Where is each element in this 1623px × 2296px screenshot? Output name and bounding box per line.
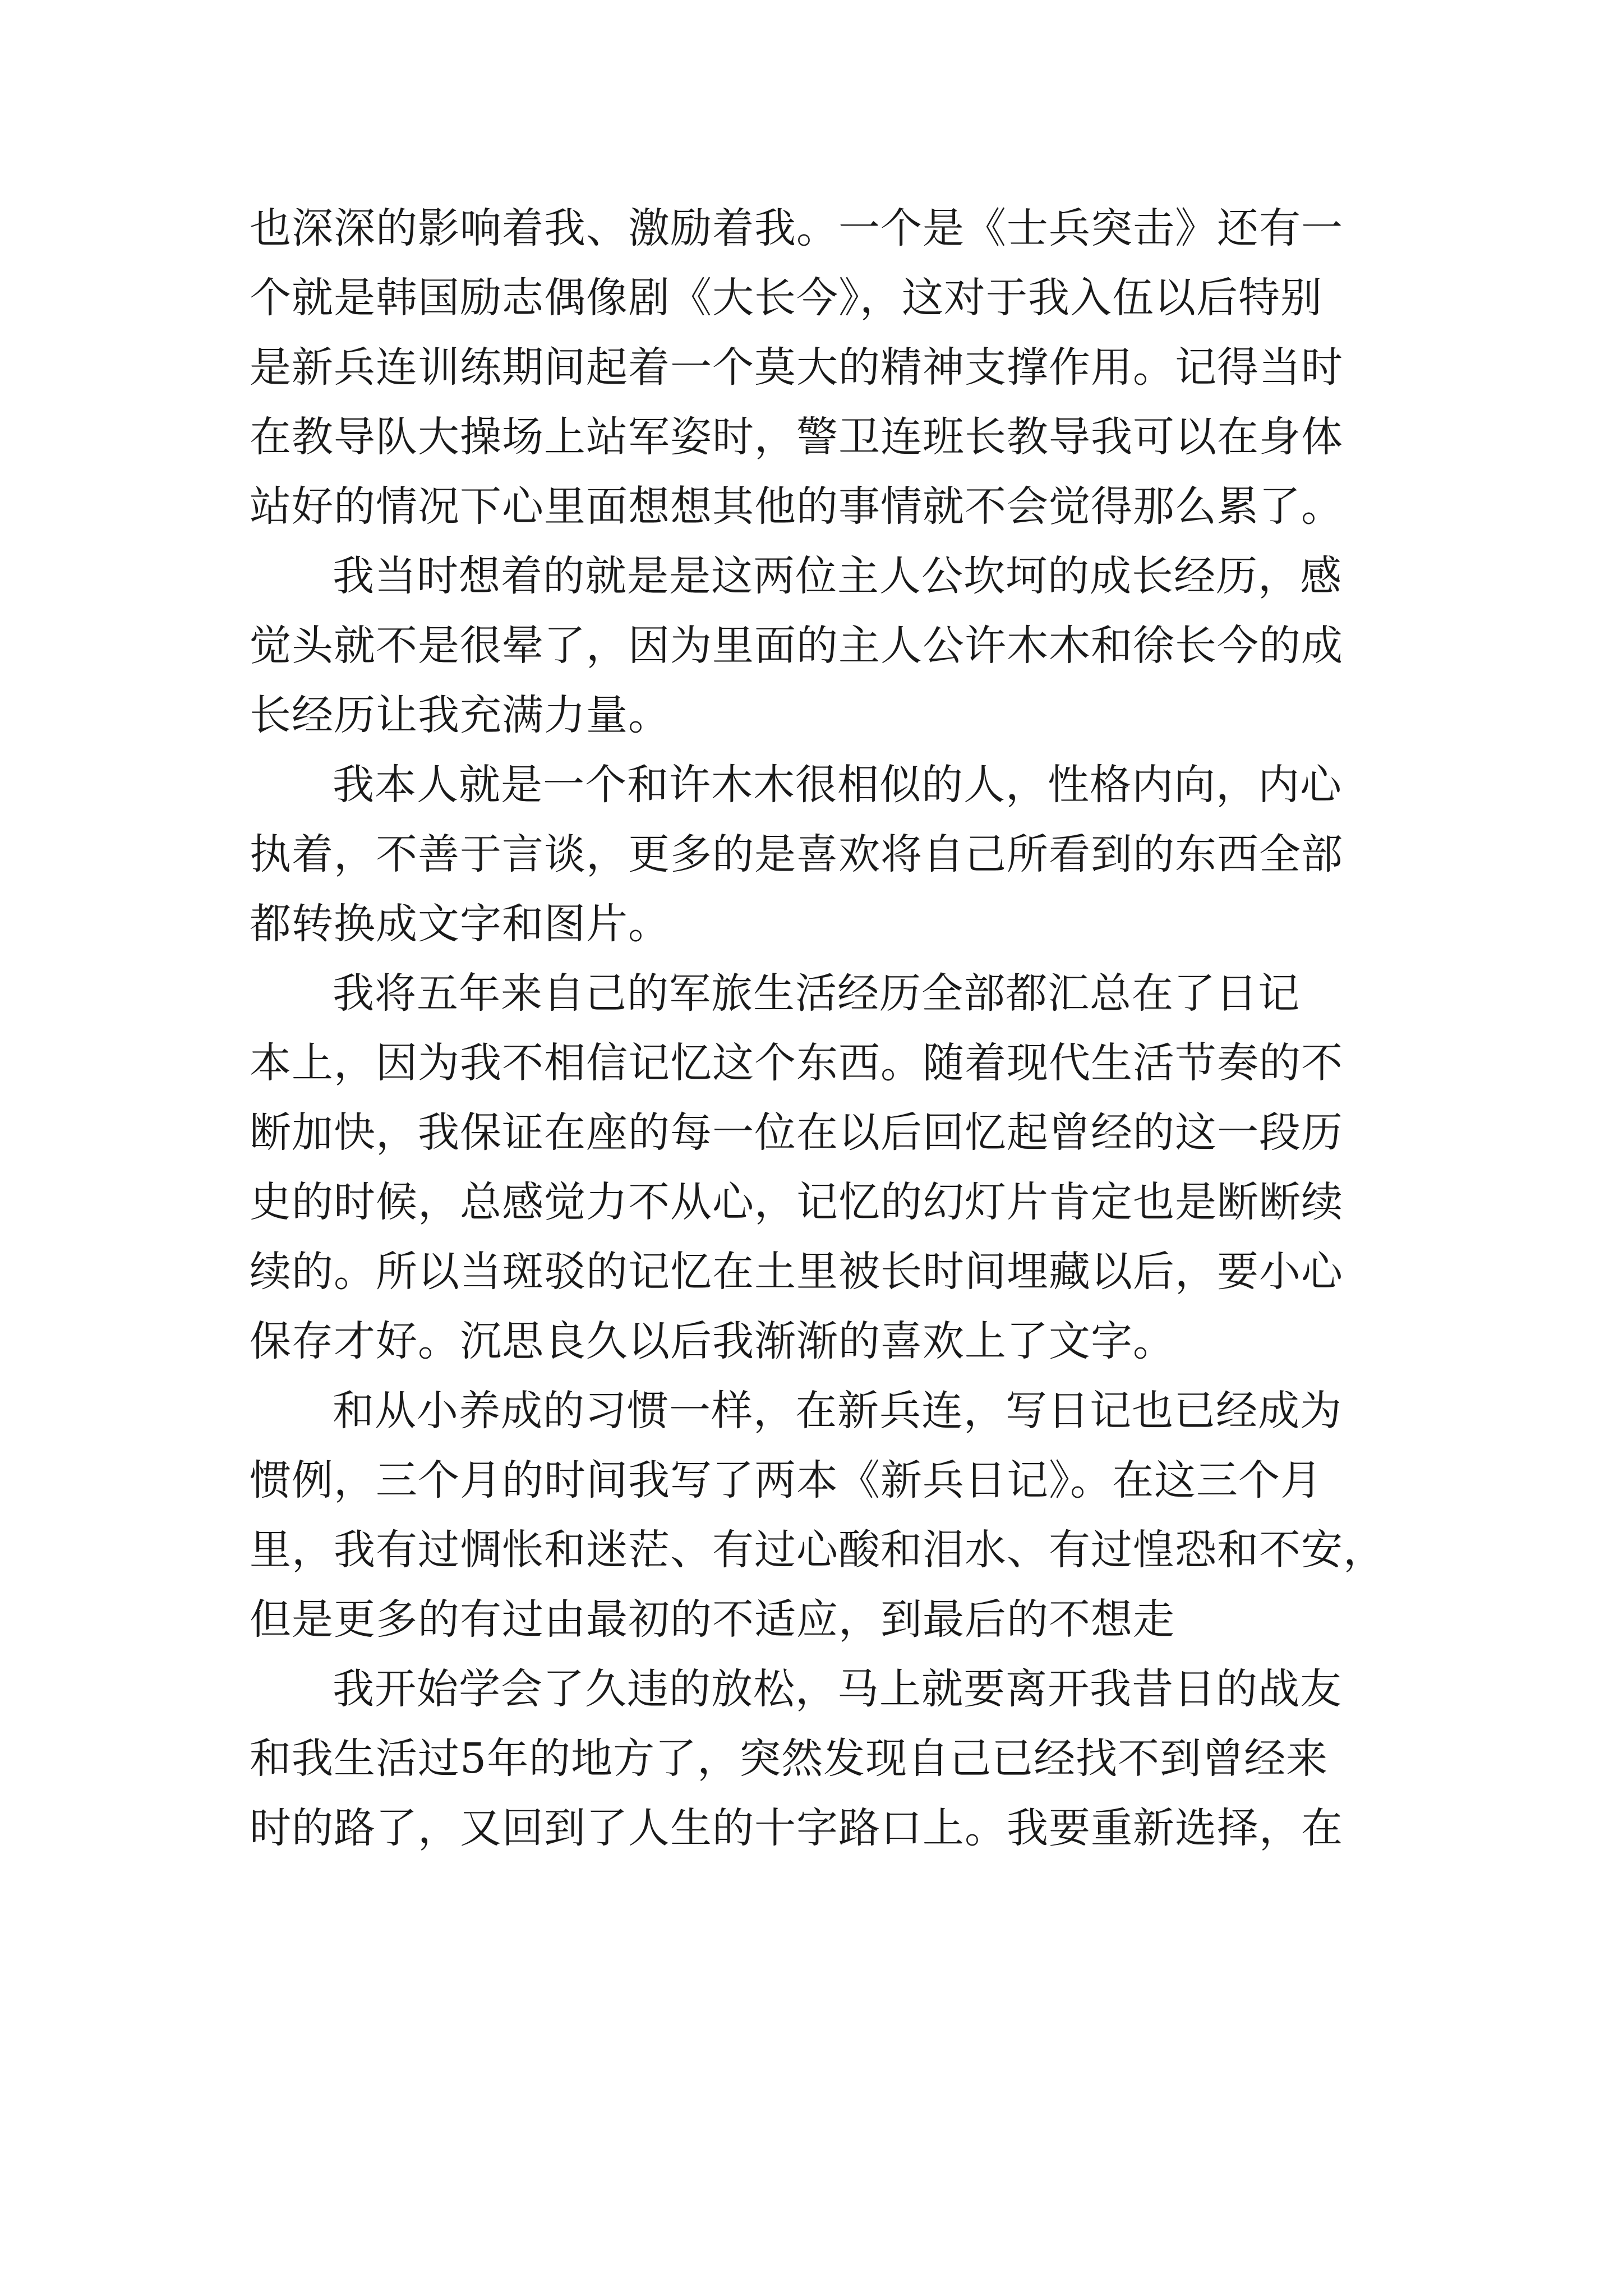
text-line: 站好的情况下心里面想想其他的事情就不会觉得那么累了。: [250, 482, 1343, 531]
text-line: 个就是韩国励志偶像剧《大长今》，这对于我入伍以后特别: [250, 274, 1322, 322]
text-line: 是新兵连训练期间起着一个莫大的精神支撑作用。记得当时: [250, 343, 1343, 392]
text-line: 和我生活过5年的地方了，突然发现自己已经找不到曾经来: [250, 1734, 1329, 1783]
paragraph-first-line: 和从小养成的习惯一样，在新兵连，写日记也已经成为: [333, 1387, 1342, 1435]
text-line: 里，我有过惆怅和迷茫、有过心酸和泪水、有过惶恐和不安，: [250, 1526, 1385, 1574]
paragraph-first-line: 我当时想着的就是是这两位主人公坎坷的成长经历，感: [333, 552, 1342, 600]
text-line: 时的路了，又回到了人生的十字路口上。我要重新选择，在: [250, 1804, 1343, 1852]
text-line: 惯例，三个月的时间我写了两本《新兵日记》。在这三个月: [250, 1456, 1322, 1504]
text-line: 也深深的影响着我、激励着我。一个是《士兵突击》还有一: [250, 204, 1343, 252]
text-line: 史的时候，总感觉力不从心，记忆的幻灯片肯定也是断断续: [250, 1178, 1343, 1226]
paragraph-first-line: 我开始学会了久违的放松，马上就要离开我昔日的战友: [333, 1665, 1342, 1713]
text-line: 保存才好。沉思良久以后我渐渐的喜欢上了文字。: [250, 1317, 1175, 1365]
text-line: 本上，因为我不相信记忆这个东西。随着现代生活节奏的不: [250, 1039, 1343, 1087]
text-line: 断加快，我保证在座的每一位在以后回忆起曾经的这一段历: [250, 1108, 1343, 1157]
paragraph-first-line: 我本人就是一个和许木木很相似的人，性格内向，内心: [333, 761, 1342, 809]
text-line: 执着，不善于言谈，更多的是喜欢将自己所看到的东西全部: [250, 830, 1343, 878]
text-line: 续的。所以当斑驳的记忆在土里被长时间埋藏以后，要小心: [250, 1248, 1343, 1296]
text-line: 长经历让我充满力量。: [250, 691, 670, 739]
text-line: 都转换成文字和图片。: [250, 900, 670, 948]
body-text: [250, 194, 1388, 1863]
text-line: 但是更多的有过由最初的不适应，到最后的不想走: [250, 1595, 1175, 1644]
paragraph-first-line: 我将五年来自己的军旅生活经历全部都汇总在了日记: [333, 969, 1300, 1018]
text-line: 在教导队大操场上站军姿时，警卫连班长教导我可以在身体: [250, 413, 1343, 461]
text-line: 觉头就不是很晕了，因为里面的主人公许木木和徐长今的成: [250, 622, 1343, 670]
